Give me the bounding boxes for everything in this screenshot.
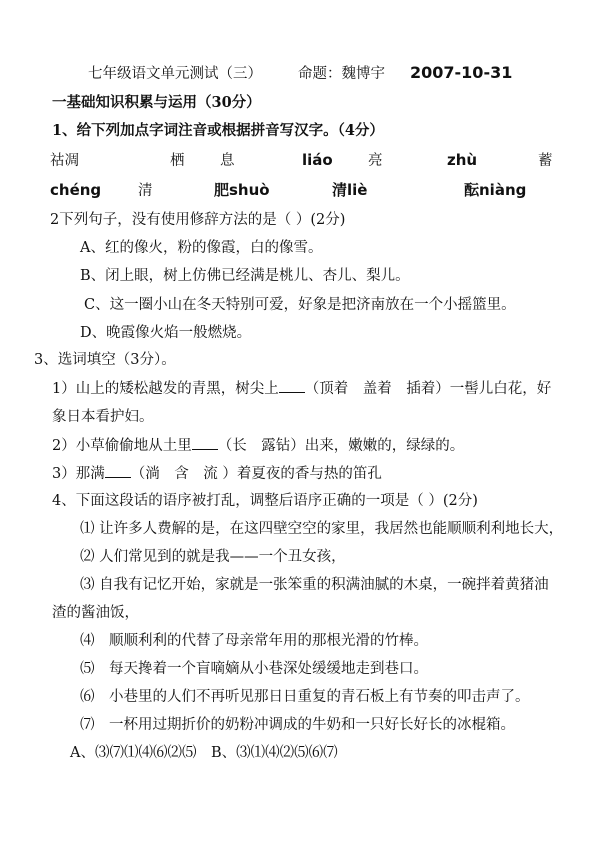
fill-blank[interactable] [105, 463, 131, 478]
q3-item-3-text: 3）那满 [52, 466, 105, 482]
q1-word: 息 [220, 153, 235, 169]
q2-option-a: A、红的像火，粉的像霞，白的像雪。 [80, 240, 323, 256]
q1-word: 祜凋 [50, 153, 79, 169]
q3-item-1-choices: （顶着 盖着 插着）一髻儿白花，好 [304, 381, 552, 397]
test-title: 七年级语文单元测试（三） [88, 66, 262, 82]
author: 命题：魏博宇 [298, 66, 385, 82]
q3-item-1-text: 1）山上的矮松越发的青黑，树尖上 [52, 381, 279, 397]
q1-word: 蓄 [538, 153, 553, 169]
q3-item-1-cont: 象日本看护妇。 [52, 409, 154, 425]
q4-answer-options: A、⑶⑺⑴⑷⑹⑵⑸ B、⑶⑴⑷⑵⑸⑹⑺ [70, 745, 338, 761]
q1-pinyin: chéng [50, 181, 102, 199]
q1-word: 亮 [368, 153, 383, 169]
q1-pinyin: 清liè [332, 181, 368, 199]
test-date: 2007-10-31 [410, 63, 513, 82]
q4-sentence: ⑹ 小巷里的人们不再听见那日日重复的青石板上有节奏的叩击声了。 [80, 689, 530, 705]
q4-sentence: ⑶ 自我有记忆开始，家就是一张笨重的积满油腻的木桌，一碗拌着黄猪油 [80, 577, 549, 593]
q4-sentence: ⑸ 每天搀着一个盲嘀嫡从小巷深处缓缓地走到巷口。 [80, 661, 428, 677]
q4-sentence: ⑴ 让许多人费解的是，在这四壁空空的家里，我居然也能顺顺利利地长大， [80, 521, 564, 537]
q2-option-b: B、闭上眼，树上仿佛已经满是桃儿、杏儿、梨儿。 [80, 268, 410, 284]
q3-item-2-choices: （长 露钻）出来，嫩嫩的，绿绿的。 [217, 438, 465, 454]
q4-sentence-cont: 渣的酱油饭， [52, 605, 139, 621]
q3-item-1 [52, 378, 551, 399]
q1-pinyin: 酝niàng [464, 181, 527, 199]
q1-pinyin: liáo [302, 151, 333, 169]
q3-item-3 [52, 463, 382, 484]
q1-pinyin: 肥shuò [214, 181, 270, 199]
section-title: 一基础知识积累与运用（30分） [52, 94, 261, 111]
q1-pinyin: zhù [447, 151, 478, 169]
fill-blank[interactable] [279, 378, 305, 393]
q2-option-d: D、晚霞像火焰一般燃烧。 [80, 325, 252, 341]
q3-item-2 [52, 435, 464, 456]
fill-blank[interactable] [192, 435, 218, 450]
q4-sentence: ⑺ 一杯用过期折价的奶粉冲调成的牛奶和一只好长好长的冰棍箱。 [80, 717, 515, 733]
q1-word: 栖 [170, 153, 185, 169]
q1-word: 清 [138, 183, 153, 199]
q3-item-3-choices: （淌 含 流 ）着夏夜的香与热的笛孔 [130, 466, 382, 482]
q2-option-c: C、这一圈小山在冬天特别可爱，好象是把济南放在一个小摇篮里。 [84, 297, 516, 313]
question-1-prompt: 1、给下列加点字词注音或根据拼音写汉字。（4分） [52, 122, 384, 139]
question-2-prompt: 2下列句子，没有使用修辞方法的是（ ）(2分) [50, 212, 346, 228]
question-4-prompt: 4、下面这段话的语序被打乱，调整后语序正确的一项是（ ）(2分) [52, 493, 478, 509]
q4-sentence: ⑷ 顺顺利利的代替了母亲常年用的那根光滑的竹棒。 [80, 633, 428, 649]
question-3-prompt: 3、选词填空（3分）。 [34, 352, 176, 368]
q4-sentence: ⑵ 人们常见到的就是我——一个丑女孩， [80, 549, 346, 565]
q3-item-2-text: 2）小草偷偷地从土里 [52, 438, 192, 454]
